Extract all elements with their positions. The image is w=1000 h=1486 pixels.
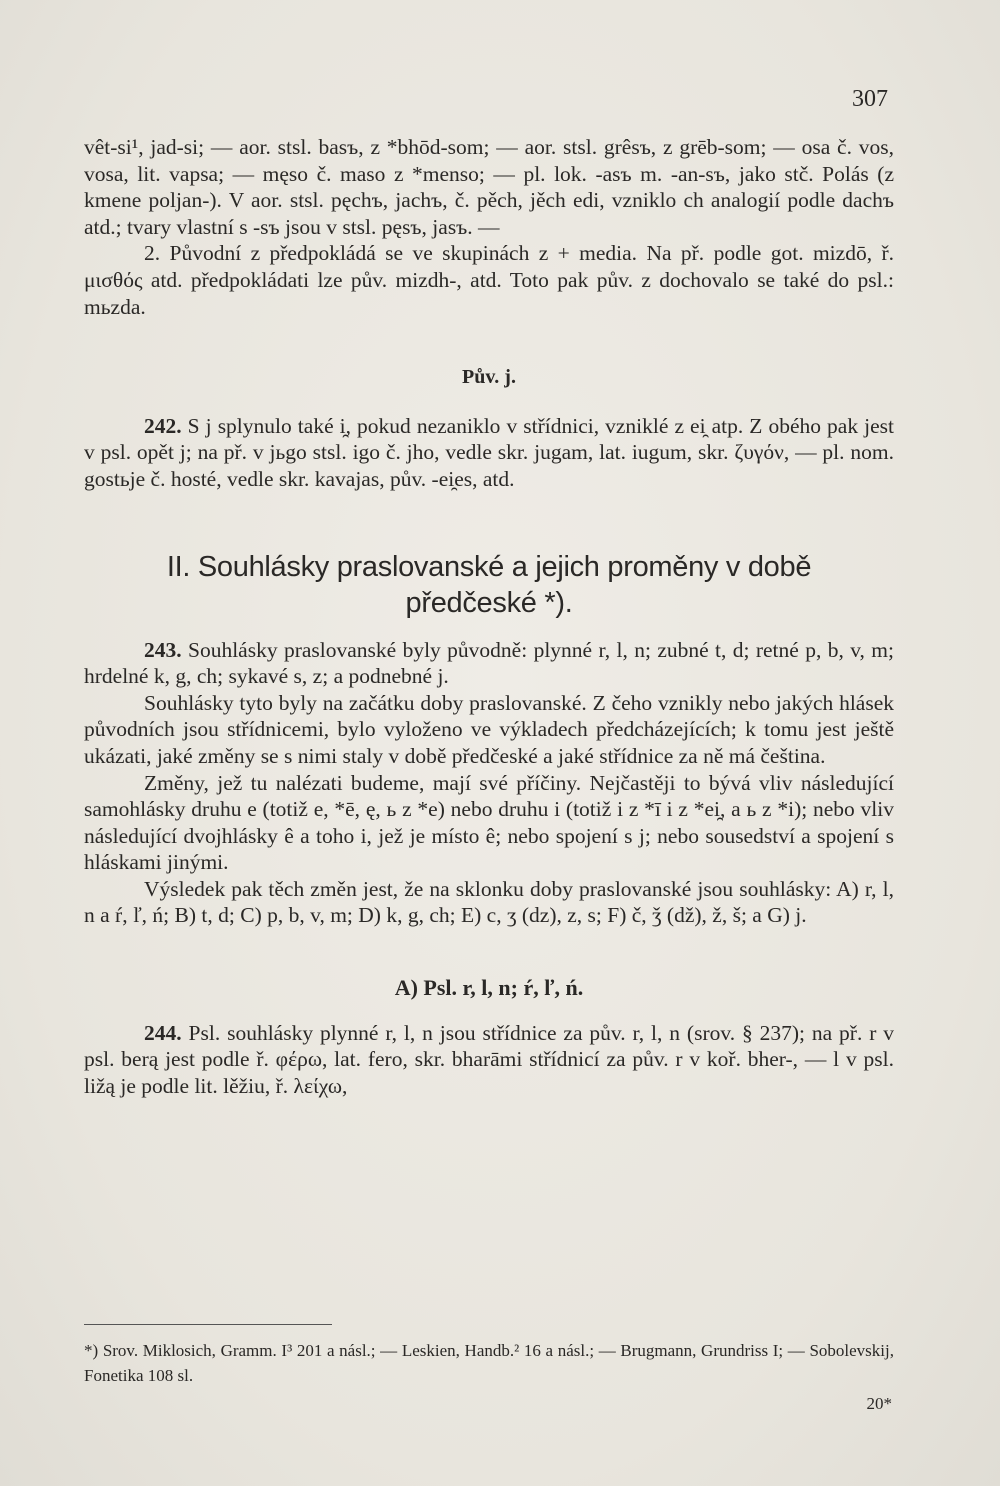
section-heading-puv-j: Pův. j. <box>462 366 516 389</box>
section-heading-a: A) Psl. r, l, n; ŕ, ľ, ń. <box>394 975 584 1001</box>
page-number: 307 <box>852 86 888 112</box>
paragraph-text: Psl. souhlásky plynné r, l, n jsou střídnice za pův. r, l, n (srov. § 237); na př. r v psl. berą jest podle ř. φέρω, lat. fero, skr. bharāmi střídnicí za pův. r v koř. bher-, — l v psl. ližą je podle lit. lěžiu, ř. λείχω, <box>84 1020 894 1098</box>
signature-mark: 20* <box>866 1394 892 1413</box>
footnote: *) Srov. Miklosich, Gramm. I³ 201 a násl.; — Leskien, Handb.² 16 a násl.; — Brugmann, Grundriss I; — Sobolevskij, Fonetika 108 sl. <box>84 1341 894 1385</box>
section-number: 244. <box>144 1020 182 1045</box>
main-text <box>84 134 894 1099</box>
paragraph-consonants-origin: Souhlásky tyto byly na začátku doby praslovanské. Z čeho vznikly nebo jakých hlásek původních jsou střídnicemi, bylo vyloženo ve výkladech předcházejících; k tomu jest ještě ukázati, jaké změny se s nimi staly v době předčeské a jaké střídnice za ně má čeština. <box>84 690 894 768</box>
section-number: 242. <box>144 413 182 438</box>
paragraph-text: Souhlásky praslovanské byly původně: plynné r, l, n; zubné t, d; retné p, b, v, m; hrdelné k, g, ch; sykavé s, z; a podnebné j. <box>84 637 894 689</box>
footnote-divider <box>84 1324 332 1325</box>
chapter-title-line-2: předčeské *). <box>405 586 573 619</box>
paragraph-original-z: 2. Původní z předpokládá se ve skupinách z + media. Na př. podle got. mizdō, ř. μισθός atd. předpokládati lze pův. mizdh-, atd. Toto pak pův. z dochovalo se také do psl.: mьzda. <box>84 241 894 319</box>
paragraph-243 <box>84 637 894 690</box>
chapter-title <box>84 549 894 621</box>
paragraph-242 <box>84 413 894 493</box>
section-number: 243. <box>144 637 182 662</box>
paragraph-text: S j splynulo také i̯, pokud nezaniklo v střídnici, vzniklé z ei̯ atp. Z obého pak jest v psl. opět j; na př. v jьgo stsl. igo č. jho, vedle skr. jugam, lat. iugum, skr. ζυγόν, — pl. nom. gostьje č. hosté, vedle skr. kavajas, pův. -ei̯es, atd. <box>84 413 894 491</box>
chapter-title-line-1: II. Souhlásky praslovanské a jejich proměny v době <box>166 550 812 583</box>
paragraph-continuation: vêt-si¹, jad-si; — aor. stsl. basъ, z *bhōd-som; — aor. stsl. grêsъ, z grēb-som; — osa č. vos, vosa, lit. vapsa; — męso č. maso z *menso; — pl. lok. -asъ m. -an-sъ, jako stč. Polás (z kmene poljan-). V aor. stsl. pęchъ, jachъ, č. pěch, jěch edi, vzniklo ch analogií podle dachъ atd.; tvary vlastní s -sъ jsou v stsl. pęsъ, jasъ. — <box>84 135 894 239</box>
paragraph-244 <box>84 1020 894 1100</box>
paragraph-result: Výsledek pak těch změn jest, že na sklonku doby praslovanské jsou souhlásky: A) r, l, n a ŕ, ľ, ń; B) t, d; C) p, b, v, m; D) k, g, ch; E) c, ʒ (dz), z, s; F) č, ǯ (dž), ž, š; a G) j. <box>84 876 894 928</box>
paragraph-changes: Změny, jež tu nalézati budeme, mají své příčiny. Nejčastěji to bývá vliv následující samohlásky druhu e (totiž e, *ē, ę, ь z *e) nebo druhu i (totiž i z *ī i z *ei̯, a ь z *i); nebo vliv následující dvojhlásky ê a toho i, jež je místo ê; nebo spojení s j; nebo sousedství a spojení s hláskami jinými. <box>84 770 894 875</box>
